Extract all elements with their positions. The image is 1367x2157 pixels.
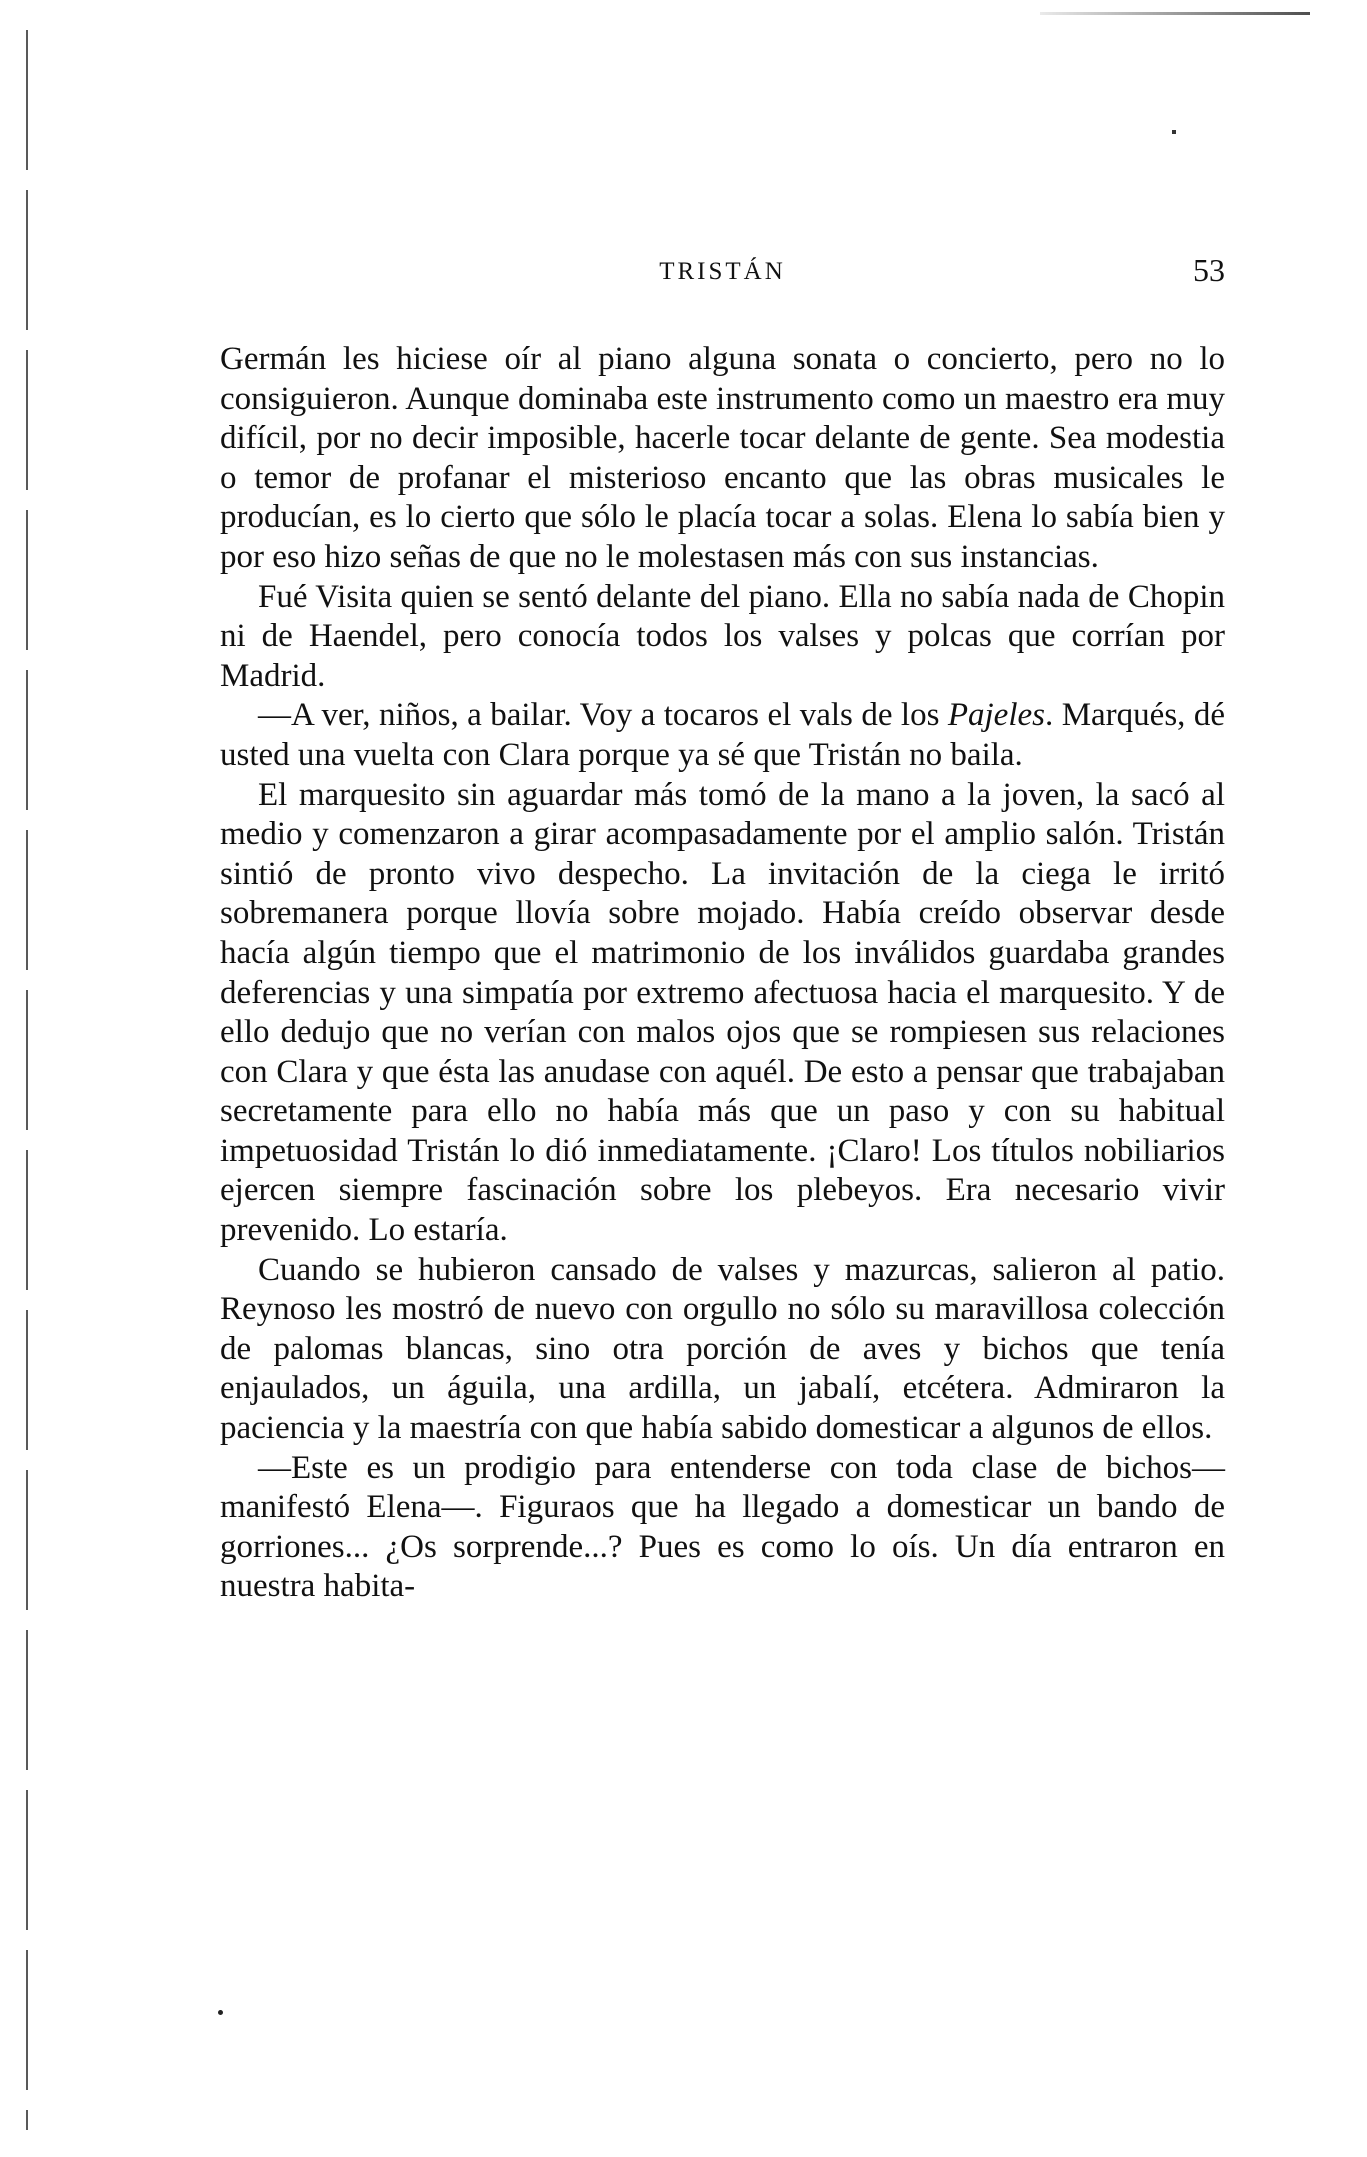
page-number: 53 [1193,252,1225,288]
running-title: TRISTÁN [659,258,786,285]
paragraph-4 [220,776,1225,1251]
italic-title: Pajeles [947,697,1045,734]
paragraph-text: —Este es un prodigio para entenderse con toda clase de bichos—manifestó Elena—. Figuraos que ha llegado a domesticar un bando de gorriones... ¿Os sorprende...? Pues es como lo oís. Un día entraron en nuestra habita- [220,1449,1225,1605]
page-binding-edge [26,30,28,2130]
page-top-edge [1040,12,1310,15]
print-dot [218,2010,223,2015]
paragraph-text: . Marqués, dé usted una vuelta con Clara porque ya sé que Tristán no baila. [220,697,1225,773]
page-header [220,252,1225,292]
paragraph-text: El marquesito sin aguardar más tomó de la mano a la joven, la sacó al medio y comenzaron a girar acompasadamente por el amplio salón. Tristán sintió de pronto vivo despecho. La invitación de la ciega le irritó sobremanera porque llovía sobre mojado. Había creído observar desde hacía algún tiempo que el matrimonio de los inválidos guardaba grandes deferencias y una simpatía por extremo afectuosa hacia el marquesito. Y de ello dedujo que no verían con malos ojos que se rompiesen sus relaciones con Clara y que ésta las anudase con aquél. De esto a pensar que trabajaban secretamente para ello no había más que un paso y con su habitual impetuosidad Tristán lo dió inmediatamente. ¡Claro! Los títulos nobiliarios ejercen siempre fascinación sobre los plebeyos. Era necesario vivir prevenido. Lo estaría. [220,776,1225,1249]
paragraph-1 [220,340,1225,578]
paragraph-text: Germán les hiciese oír al piano alguna sonata o concierto, pero no lo consiguieron. Aunque dominaba este instrumento como un maestro era muy difícil, por no decir imposible, hacerle tocar delante de gente. Sea modestia o temor de profanar el misterioso encanto que las obras musicales le producían, es lo cierto que sólo le placía tocar a solas. Elena lo sabía bien y por eso hizo señas de que no le molestasen más con sus instancias. [220,341,1225,575]
paragraph-5 [220,1251,1225,1449]
page-body [220,340,1225,1607]
paragraph-6 [220,1449,1225,1607]
paragraph-text: —A ver, niños, a bailar. Voy a tocaros el vals de los [258,697,948,734]
paragraph-text: Cuando se hubieron cansado de valses y mazurcas, salieron al patio. Reynoso les mostró de nuevo con orgullo no sólo su maravillosa colección de palomas blancas, sino otra porción de aves y bichos que tenía enjaulados, un águila, una ardilla, un jabalí, etcétera. Admiraron la paciencia y la maestría con que había sabido domesticar a algunos de ellos. [220,1251,1225,1447]
paragraph-2 [220,578,1225,697]
paragraph-3 [220,696,1225,775]
print-speck [1172,130,1176,134]
paragraph-text: Fué Visita quien se sentó delante del piano. Ella no sabía nada de Chopin ni de Haendel, pero conocía todos los valses y polcas que corrían por Madrid. [220,578,1225,694]
